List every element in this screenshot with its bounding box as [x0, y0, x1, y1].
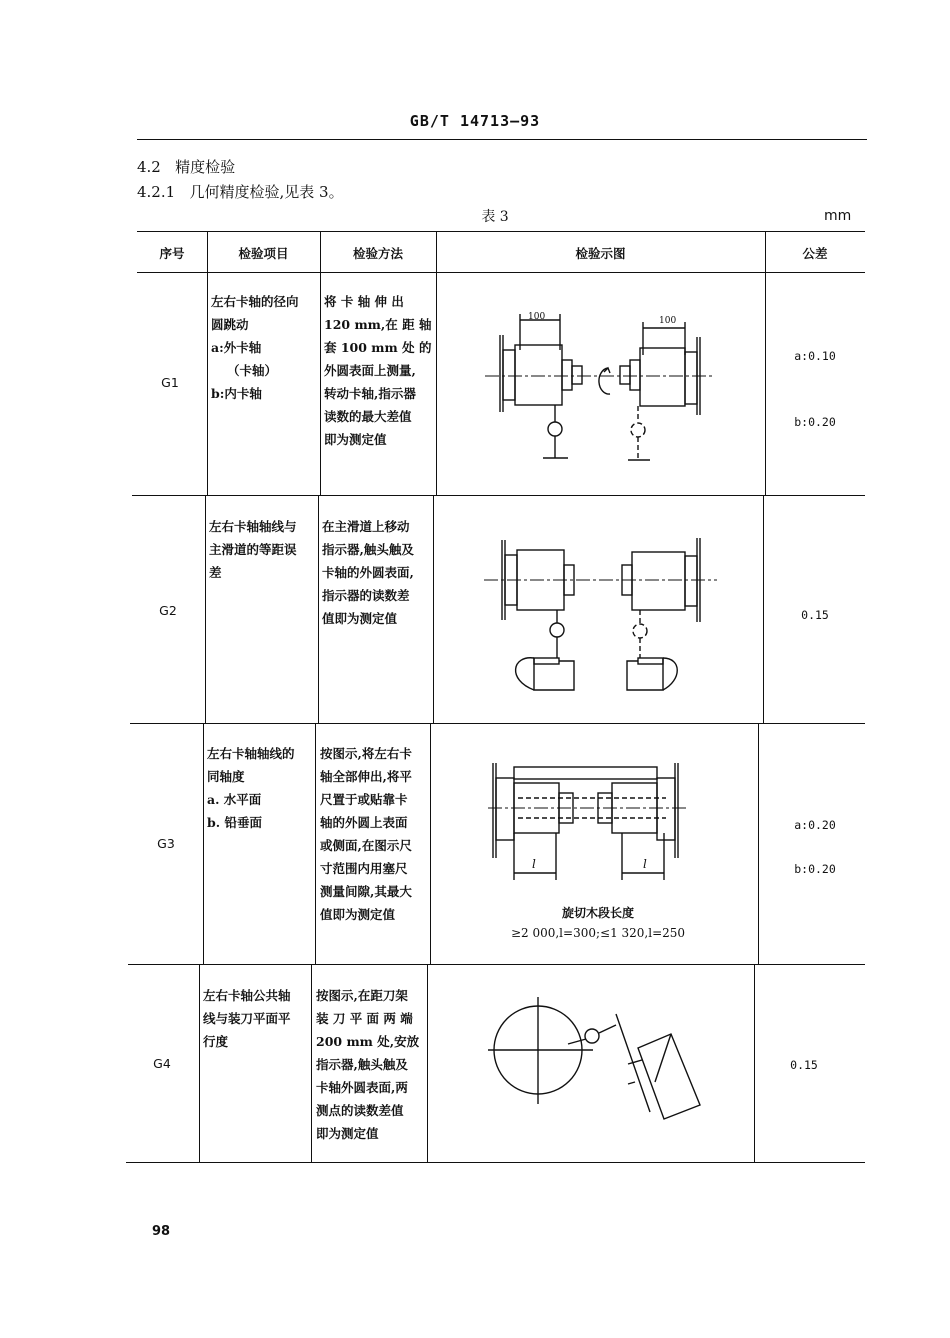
g2-equidistance-diagram: [482, 530, 722, 695]
item-line: a. 水平面: [207, 792, 262, 807]
table-top-rule: [137, 231, 865, 232]
dimension-label: l: [532, 857, 536, 871]
method-line: 套 100 mm 处 的: [324, 340, 432, 355]
method-line: 按图示,在距刀架: [316, 988, 408, 1003]
method-line: 转动卡轴,指示器: [324, 386, 416, 401]
method-line: 值即为测定值: [322, 611, 398, 626]
check-item: [209, 515, 297, 584]
header-item: 检验项目: [238, 246, 289, 261]
section-number: 4.2: [137, 158, 161, 176]
col-rule: [207, 231, 208, 495]
dimension-label: l: [643, 857, 647, 871]
check-item: [211, 290, 299, 405]
table-bottom-rule: [126, 1162, 865, 1163]
method-line: 卡轴外圆表面,两: [316, 1080, 408, 1095]
table-unit: mm: [824, 208, 852, 224]
method-line: 卡轴的外圆表面,: [322, 565, 414, 580]
method-line: 即为测定值: [324, 432, 387, 447]
item-line: a:外卡轴: [211, 340, 262, 355]
method-line: 外圆表面上测量,: [324, 363, 416, 378]
col-rule: [320, 231, 321, 495]
method-line: 轴全部伸出,将平: [320, 769, 412, 784]
method-line: 120 mm,在 距 轴: [324, 317, 432, 332]
subsection-heading: [137, 181, 344, 202]
item-line: 左右卡轴轴线与: [209, 519, 297, 534]
page-number: 98: [152, 1224, 171, 1239]
subsection-number: 4.2.1: [137, 183, 176, 201]
figure-caption: 旋切木段长度: [561, 906, 634, 920]
method-line: 值即为测定值: [320, 907, 396, 922]
method-line: 测点的读数差值: [316, 1103, 404, 1118]
method-line: 指示器,触头触及: [322, 542, 414, 557]
section-heading: [137, 156, 235, 177]
tolerance-value: b:0.20: [794, 415, 836, 429]
item-line: 行度: [203, 1034, 229, 1049]
row-rule: [130, 723, 865, 724]
check-method: [320, 742, 412, 926]
col-rule: [318, 495, 319, 723]
col-rule: [315, 723, 316, 964]
method-line: 寸范围内用塞尺: [320, 861, 408, 876]
check-item: [207, 742, 295, 834]
g1-runout-diagram: [480, 300, 720, 465]
subsection-text: 几何精度检验,见表 3。: [189, 183, 344, 201]
check-method: [324, 290, 431, 451]
row-id: G2: [159, 603, 177, 618]
method-line: 指示器,触头触及: [316, 1057, 408, 1072]
tolerance-value: b:0.20: [794, 862, 836, 876]
row-rule: [132, 495, 865, 496]
header-seq: 序号: [159, 246, 185, 261]
col-rule: [436, 231, 437, 495]
method-line: 轴的外圆上表面: [320, 815, 408, 830]
item-line: 左右卡轴轴线的: [207, 746, 295, 761]
header-figure: 检验示图: [575, 246, 626, 261]
method-line: 在主滑道上移动: [322, 519, 410, 534]
col-rule: [430, 723, 431, 964]
item-line: b:内卡轴: [211, 386, 262, 401]
section-title: 精度检验: [175, 158, 236, 176]
col-rule: [758, 723, 759, 964]
method-line: 200 mm 处,安放: [316, 1034, 420, 1049]
col-rule: [427, 964, 428, 1162]
method-line: 按图示,将左右卡: [320, 746, 412, 761]
check-method: [322, 515, 414, 630]
table-header-rule: [137, 272, 865, 273]
method-line: 将 卡 轴 伸 出: [324, 294, 404, 309]
item-line: 左右卡轴的径向: [211, 294, 299, 309]
item-line: 同轴度: [207, 769, 245, 784]
dimension-label: 100: [659, 316, 677, 326]
g3-coaxiality-diagram: [488, 758, 688, 890]
tolerance-value: a:0.20: [794, 818, 836, 832]
item-line: b. 铅垂面: [207, 815, 262, 830]
check-method: [316, 984, 419, 1145]
tolerance-value: 0.15: [790, 1058, 818, 1072]
header-tolerance: 公差: [802, 246, 828, 261]
tolerance-value: 0.15: [801, 608, 829, 622]
col-rule: [311, 964, 312, 1162]
method-line: 即为测定值: [316, 1126, 379, 1141]
figure-caption: ≥2 000,l=300;≤1 320,l=250: [510, 926, 686, 940]
item-line: 主滑道的等距误: [209, 542, 297, 557]
method-line: 装 刀 平 面 两 端: [316, 1011, 413, 1026]
item-line: 圆跳动: [211, 317, 249, 332]
table-caption: 表 3: [481, 209, 509, 225]
row-id: G3: [157, 836, 175, 851]
col-rule: [763, 495, 764, 723]
method-line: 读数的最大差值: [324, 409, 412, 424]
tolerance-value: a:0.10: [794, 349, 836, 363]
standard-header: GB/T 14713—93: [409, 112, 541, 130]
method-line: 尺置于或贴靠卡: [320, 792, 408, 807]
row-id: G1: [161, 375, 179, 390]
header-rule: [137, 139, 867, 140]
item-line: 差: [209, 565, 222, 580]
row-id: G4: [153, 1056, 171, 1071]
col-rule: [433, 495, 434, 723]
method-line: 或侧面,在图示尺: [320, 838, 412, 853]
item-line: （卡轴）: [227, 363, 278, 378]
check-item: [203, 984, 291, 1053]
item-line: 左右卡轴公共轴: [203, 988, 291, 1003]
method-line: 指示器的读数差: [322, 588, 410, 603]
col-rule: [765, 231, 766, 495]
method-line: 测量间隙,其最大: [320, 884, 412, 899]
header-method: 检验方法: [352, 246, 403, 261]
g4-parallelism-diagram: [488, 992, 708, 1127]
dimension-label: 100: [528, 312, 546, 322]
item-line: 线与装刀平面平: [203, 1011, 291, 1026]
